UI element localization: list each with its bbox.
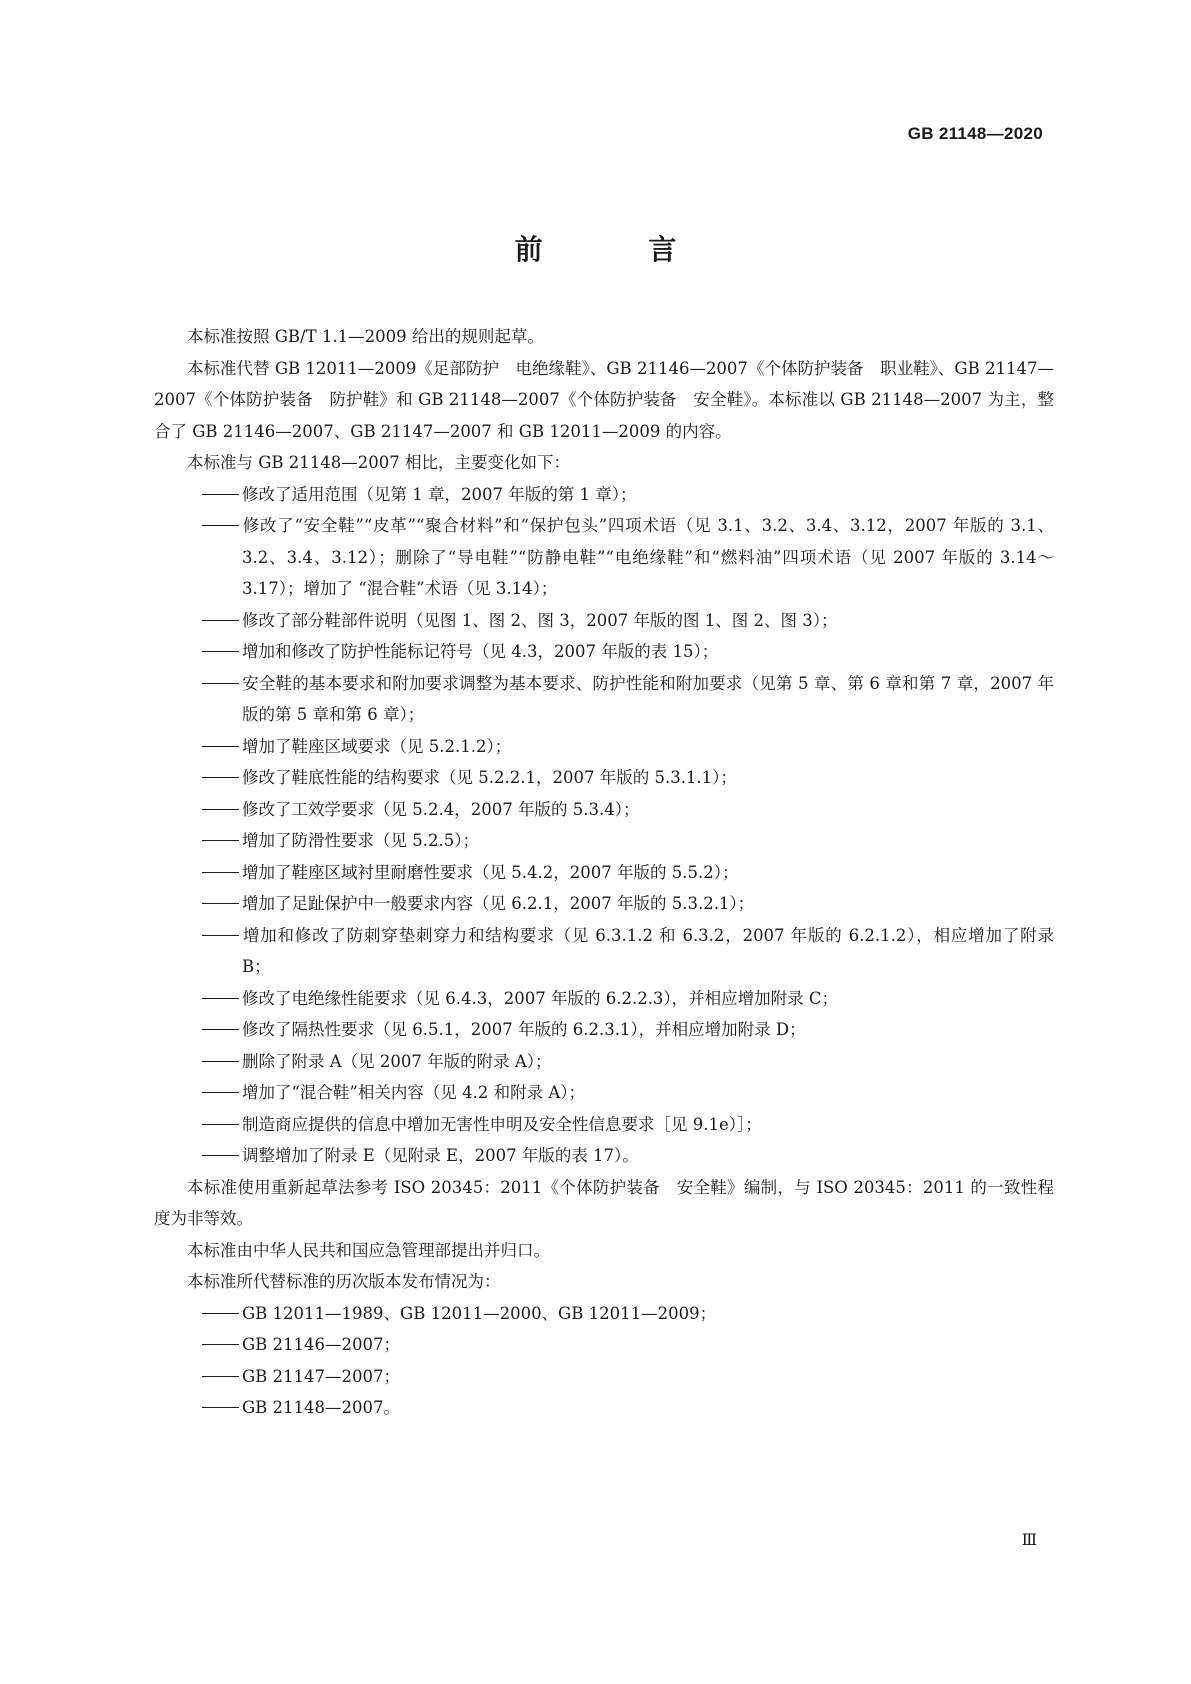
paragraph-changes-intro: 本标准与 GB 21148—2007 相比，主要变化如下： [187, 453, 571, 472]
dash-mark [202, 510, 242, 542]
dash-mark [202, 1077, 242, 1109]
list-item: 修改了隔热性要求（见 6.5.1，2007 年版的 6.2.3.1），并相应增加附录 D； [154, 1014, 1054, 1046]
dash-mark [202, 1046, 242, 1078]
page-number: Ⅲ [1021, 1530, 1037, 1549]
dash-mark [202, 920, 242, 952]
list-item: 删除了附录 A（见 2007 年版的附录 A）； [154, 1046, 1054, 1078]
dash-mark [202, 857, 242, 889]
list-item: 增加和修改了防护性能标记符号（见 4.3，2007 年版的表 15）； [154, 636, 1054, 668]
changes-list [154, 479, 1054, 1172]
list-item: GB 12011—1989、GB 12011—2000、GB 12011—2009； [154, 1298, 1054, 1330]
paragraph-proposer: 本标准由中华人民共和国应急管理部提出并归口。 [187, 1240, 550, 1260]
dash-mark [202, 983, 242, 1015]
standard-code: GB 21148—2020 [907, 124, 1043, 143]
list-item: 增加了足趾保护中一般要求内容（见 6.2.1，2007 年版的 5.3.2.1）； [154, 888, 1054, 920]
list-item: 安全鞋的基本要求和附加要求调整为基本要求、防护性能和附加要求（见第 5 章、第 6 章和第 7 章，2007 年版的第 5 章和第 6 章）； [154, 668, 1054, 731]
dash-mark [202, 668, 242, 700]
history-list [154, 1298, 1054, 1424]
dash-mark [202, 1014, 242, 1046]
dash-mark [202, 1329, 242, 1361]
list-item: 修改了工效学要求（见 5.2.4，2007 年版的 5.3.4）； [154, 794, 1054, 826]
list-item: GB 21148—2007。 [154, 1392, 1054, 1424]
dash-mark [202, 794, 242, 826]
list-item: 增加了鞋座区域衬里耐磨性要求（见 5.4.2，2007 年版的 5.5.2）； [154, 857, 1054, 889]
paragraph-history-intro: 本标准所代替标准的历次版本发布情况为： [187, 1272, 501, 1291]
list-item: 修改了电绝缘性能要求（见 6.4.3，2007 年版的 6.2.2.3），并相应增加附录 C； [154, 983, 1054, 1015]
dash-mark [202, 731, 242, 763]
dash-mark [202, 1361, 242, 1393]
list-item: 修改了鞋底性能的结构要求（见 5.2.2.1，2007 年版的 5.3.1.1）； [154, 762, 1054, 794]
dash-mark [202, 605, 242, 637]
dash-mark [202, 636, 242, 668]
list-item: 增加和修改了防刺穿垫刺穿力和结构要求（见 6.3.1.2 和 6.3.2，2007 年版的 6.2.1.2），相应增加了附录 B； [154, 920, 1054, 983]
dash-mark [202, 479, 242, 511]
paragraph-iso-reference: 本标准使用重新起草法参考 ISO 20345：2011《个体防护装备 安全鞋》编制，与 ISO 20345：2011 的一致性程度为非等效。 [154, 1177, 1054, 1228]
dash-mark [202, 762, 242, 794]
list-item: 增加了“混合鞋”相关内容（见 4.2 和附录 A）； [154, 1077, 1054, 1109]
list-item: GB 21146—2007； [154, 1329, 1054, 1361]
list-item: GB 21147—2007； [154, 1361, 1054, 1393]
list-item: 增加了鞋座区域要求（见 5.2.1.2）； [154, 731, 1054, 763]
list-item: 调整增加了附录 E（见附录 E，2007 年版的表 17）。 [154, 1140, 1054, 1172]
dash-mark [202, 1392, 242, 1424]
page-title: 前 言 [514, 233, 725, 266]
list-item: 制造商应提供的信息中增加无害性申明及安全性信息要求［见 9.1e）］； [154, 1109, 1054, 1141]
dash-mark [202, 1140, 242, 1172]
list-item: 修改了“安全鞋”“皮革”“聚合材料”和“保护包头”四项术语（见 3.1、3.2、3.4、3.12，2007 年版的 3.1、3.2、3.4、3.12）；删除了“导电鞋”“防静电鞋”“电绝缘鞋”和“燃料油”四项术语（见 2007 年版的 3.14～3.17）；增加了 “混合鞋”术语（见 3.14）； [154, 510, 1054, 605]
list-item: 修改了适用范围（见第 1 章，2007 年版的第 1 章）； [154, 479, 1054, 511]
list-item: 增加了防滑性要求（见 5.2.5）； [154, 825, 1054, 857]
list-item: 修改了部分鞋部件说明（见图 1、图 2、图 3，2007 年版的图 1、图 2、图 3）； [154, 605, 1054, 637]
dash-mark [202, 825, 242, 857]
dash-mark [202, 1298, 242, 1330]
dash-mark [202, 888, 242, 920]
paragraph-replaces: 本标准代替 GB 12011—2009《足部防护 电绝缘鞋》、GB 21146—2007《个体防护装备 职业鞋》、GB 21147—2007《个体防护装备 防护鞋》和 GB 21148—2007《个体防护装备 安全鞋》。本标准以 GB 21148—2007 为主，整合了 GB 21146—2007、GB 21147—2007 和 GB 12011—2009 的内容。 [154, 358, 1054, 441]
document-body [154, 321, 1054, 1424]
paragraph-drafting-rules: 本标准按照 GB/T 1.1—2009 给出的规则起草。 [187, 327, 544, 346]
dash-mark [202, 1109, 242, 1141]
